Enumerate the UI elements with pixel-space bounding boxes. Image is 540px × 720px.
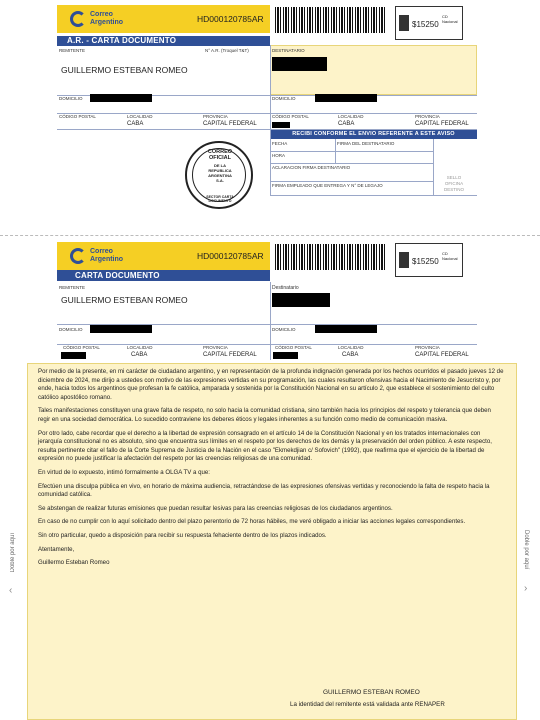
redacted-recipient	[272, 57, 327, 71]
cp-label-2: CÓDIGO POSTAL	[63, 345, 100, 350]
fecha-label: FECHA	[272, 141, 288, 146]
provincia-label: PROVINCIA	[203, 114, 228, 119]
sello-oficina-label: SELLO OFICINA DESTINO	[443, 175, 464, 192]
destinatario-label: DESTINATARIO	[272, 48, 305, 53]
cd-form	[57, 240, 477, 362]
letter-paragraph-3: Por otro lado, cabe recordar que el derecho a la libertad de expresión consagrado en el artículo 14 de la Constitución Nacional y en los tratados internacionales con jerarquía constitucional no es absoluto, sino que encuentra sus límites en el respeto por los derechos de los demás y la preservación del orden público. A este respecto, resulta pertinente citar el fallo de la Corte Suprema de Justicia de la Nación en el caso "Ekmekdjian c/ Sofovich" (1992), que reafirma que el ejercicio de la libertad de expresión no puede justificar la afectación del respeto por las creencias religiosas de una comunidad.	[38, 429, 492, 463]
provincia-value-dest-2: CAPITAL FEDERAL	[415, 352, 469, 358]
firma-empleado-label: FIRMA EMPLEADO QUE ENTREGA Y N° DE LEGAJO	[272, 183, 383, 188]
brand-logo-icon-2	[70, 248, 86, 264]
brand-line2-2: Argentino	[90, 256, 124, 263]
tracking-number: HD000120785AR	[197, 14, 264, 24]
localidad-label: LOCALIDAD	[127, 114, 153, 119]
redacted-cp	[272, 122, 290, 128]
domicilio-label-2: DOMICILIO	[59, 327, 83, 332]
letter-closing: Atentamente,	[38, 545, 75, 553]
letter-paragraph-1: Por medio de la presente, en mi carácter de ciudadano argentino, y en representación de la profunda indignación generada por los hechos ocurridos el pasado jueves 12 de diciembre de 2024, me dirijo a ustedes con motivo de las expresiones vertidas en su programación, las cuales resultaron ofensivas hacia el Nacimiento de Jesucristo y, por ende, hacia todos los argentinos que profesan la fe católica, amparada y sostenida por la Constitución Nacional en su artículo 2, que establece el sostenimiento del culto católico apostólico romano.	[38, 368, 504, 401]
fold-label-right: Doble por aquí	[523, 530, 529, 570]
provincia-value: CAPITAL FEDERAL	[203, 121, 257, 127]
qr-icon	[399, 15, 409, 31]
letter-paragraph-2: Tales manifestaciones constituyen una grave falta de respeto, no solo hacia la comunidad cristiana, sino también hacia los principios del respeto y tolerancia que deben regir en una sociedad democrática. Lo sucedido contraviene los deberes éticos y legales inherentes a su función como medio de comunicación masiva.	[38, 407, 491, 423]
remitente-label: REMITENTE	[59, 48, 86, 53]
fold-arrow-left: ‹	[9, 585, 13, 596]
provincia-value-dest: CAPITAL FEDERAL	[415, 121, 469, 127]
localidad-value-dest: CABA	[338, 121, 355, 127]
brand-line1: Correo	[90, 11, 113, 18]
letter-signer: Guillermo Esteban Romeo	[38, 559, 110, 567]
provincia-label-dest-2: PROVINCIA	[415, 345, 440, 350]
letter-paragraph-4: En virtud de lo expuesto, intimó formalmente a OLGA TV a que:	[38, 468, 210, 476]
barcode-2	[275, 244, 387, 270]
redacted-address-dest-2	[315, 325, 377, 333]
letter-paragraph-7: En caso de no cumplir con lo aquí solicitado dentro del plazo perentorio de 72 horas hábiles, me veré obligado a iniciar las acciones legales correspondientes.	[38, 518, 466, 526]
domicilio-label: DOMICILIO	[59, 96, 83, 101]
provincia-label-dest: PROVINCIA	[415, 114, 440, 119]
sender-name: GUILLERMO ESTEBAN ROMEO	[61, 65, 188, 75]
remitente-label-2: REMITENTE	[59, 285, 86, 290]
redacted-address-2	[90, 325, 152, 333]
localidad-value-dest-2: CABA	[342, 352, 359, 358]
letter-paragraph-5: Efectúen una disculpa pública en vivo, en horario de máxima audiencia, retractándose de las expresiones ofensivas vertidas y reconociendo la falta de respeto hacia la comunidad católica.	[38, 482, 490, 499]
localidad-label-2: LOCALIDAD	[127, 345, 153, 350]
brand-logo	[57, 5, 270, 33]
localidad-value: CABA	[127, 121, 144, 127]
provincia-value-2: CAPITAL FEDERAL	[203, 352, 257, 358]
qr-icon-2	[399, 252, 409, 268]
domicilio-label-dest: DOMICILIO	[272, 96, 296, 101]
domicilio-label-dest-2: DOMICILIO	[272, 327, 296, 332]
form-title-2: CARTA DOCUMENTO	[57, 270, 270, 281]
postage-amount: $15250	[412, 20, 439, 29]
barcode	[275, 7, 387, 33]
cp-label: CÓDIGO POSTAL	[59, 114, 96, 119]
brand-name	[90, 11, 123, 27]
postage-type: CD Nacional	[442, 14, 458, 24]
renaper-note: La identidad del remitente está validada ante RENAPER	[290, 701, 445, 708]
redacted-recipient-2	[272, 293, 330, 307]
tracking-number-2: HD000120785AR	[197, 251, 264, 261]
signature-name: GUILLERMO ESTEBAN ROMEO	[323, 689, 420, 696]
cp-label-dest: CÓDIGO POSTAL	[272, 114, 309, 119]
stamp-center-text: DE LA REPUBLICA ARGENTINA S.A.	[208, 163, 232, 183]
localidad-value-2: CABA	[131, 352, 148, 358]
aclaracion-label: ACLARACION FIRMA DESTINATARIO	[272, 165, 351, 170]
firma-dest-label: FIRMA DEL DESTINATARIO	[337, 141, 395, 146]
recibi-bar: RECIBI CONFORME EL ENVIO REFERENTE A ESTE AVISO	[270, 130, 477, 139]
fold-label-left: Doble por aquí	[10, 533, 16, 573]
stamp-ring-text: CORREO OFICIAL	[207, 149, 233, 161]
cut-line	[0, 235, 540, 236]
postage-type-2: CD Nacional	[442, 251, 458, 261]
redacted-address-dest	[315, 94, 377, 102]
brand-logo-2	[57, 242, 270, 270]
brand-name-2	[90, 248, 123, 264]
postage-stamp	[395, 6, 463, 40]
provincia-label-2: PROVINCIA	[203, 345, 228, 350]
brand-line1-2: Correo	[90, 248, 113, 255]
sender-name-2: GUILLERMO ESTEBAN ROMEO	[61, 295, 188, 305]
form-title: A.R. - CARTA DOCUMENTO	[57, 36, 270, 46]
brand-line2: Argentino	[90, 19, 124, 26]
postage-stamp-2	[395, 243, 463, 277]
brand-logo-icon	[70, 11, 86, 27]
ar-form	[57, 3, 477, 225]
stamp-bottom-text: SECTOR CARTA DOCUMENTO	[206, 195, 234, 203]
redacted-cp-dest-2	[273, 352, 298, 359]
postage-amount-2: $15250	[412, 257, 439, 266]
letter-paragraph-8: Sin otro particular, quedo a disposición para recibir su respuesta fehaciente dentro de los plazos indicados.	[38, 531, 327, 539]
redacted-cp-2	[61, 352, 86, 359]
letter-text	[38, 368, 504, 573]
official-stamp	[185, 141, 253, 209]
redacted-address	[90, 94, 152, 102]
localidad-label-dest: LOCALIDAD	[338, 114, 364, 119]
localidad-label-dest-2: LOCALIDAD	[338, 345, 364, 350]
fold-arrow-right: ›	[524, 583, 528, 594]
hora-label: HORA	[272, 153, 286, 158]
nar-label: N° A.R. (Troquel T&T)	[205, 48, 249, 53]
letter-paragraph-6: Se abstengan de realizar futuras emisiones que puedan resultar lesivas para las creencias religiosas de los ciudadanos argentinos.	[38, 504, 393, 512]
destinatario-label-2: Destinatario	[272, 285, 299, 291]
cp-label-dest-2: CÓDIGO POSTAL	[275, 345, 312, 350]
